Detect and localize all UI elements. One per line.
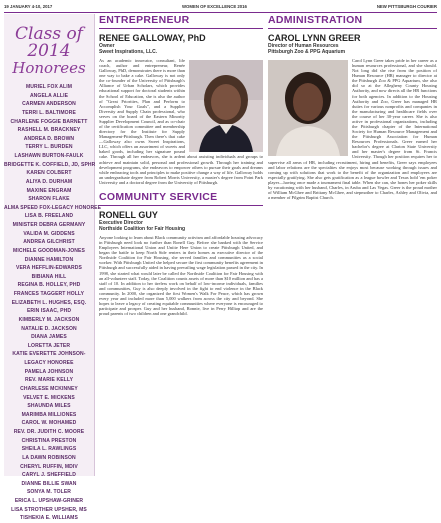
portrait-photo <box>268 60 348 156</box>
section-heading-administration: ADMINISTRATION <box>268 14 437 29</box>
honoree-name: RONELL GUY <box>99 209 158 220</box>
honoree-name: CAROL LYNN GREER <box>268 33 361 43</box>
honoree-name-item: TERRI L. BALTIMORE <box>22 109 76 116</box>
honoree-name-item: LORETTA JETER <box>27 342 71 349</box>
honoree-name-item: FRANCES TAGGERT HOLLY <box>13 291 85 297</box>
honoree-title: Owner <box>99 43 115 49</box>
honoree-name-item: CHERYL RUFFIN, MDIV <box>20 463 78 470</box>
honoree-name-item: LASHAWN BURTON-FAULK <box>14 153 84 159</box>
honoree-name-item: REGINA B. HOLLEY, PHD <box>17 282 81 289</box>
administration-column <box>268 14 437 200</box>
honoree-name-item: KAREN COLBERT <box>26 170 72 177</box>
header-publication: NEW PITTSBURGH COURIER <box>376 4 437 9</box>
honoree-name-item: CARMEN ANDERSON <box>22 101 76 108</box>
sidebar-subtitle: Honorees <box>12 59 86 77</box>
honoree-name-item: NATALIE D. JACKSON <box>21 325 77 332</box>
honoree-name-item: CARYL J. SHEFFIELD <box>22 472 76 479</box>
honoree-name-item: MICHELE GOODMAN-JONES <box>13 247 85 254</box>
honoree-name-item: TERRY L. BURDEN <box>25 144 73 151</box>
honoree-name-item: DIANNE BILLIE SWAN <box>21 480 77 487</box>
profile-body: Anyone looking to learn about Black community activism and affordable housing advocacy in Pittsburgh need look no further than Ronell Guy. Before she banked with the Service Employees International Union and Uniite Here Union to create Pittsburgh United, and began the battle to keep North Side renters in their homes as executive director of the Northside Coalition for Fair Housing, she served families and communities as a social worker. With Pittsburgh United she helped secure the first community benefits agreement in Pittsburgh and successfully aided in having prevailing wage legislation passed in the city. In 1998, she started what would later be called the Northside Coalition for Fair Housing with an all-volunteer staff. Today, the Coalition counts assets of more than $10 million and has a staff of 10. In addition to her tireless work on behalf of low-income individuals, families and communities, Guy is also deeply involved in the fight to end violence in the Black community. In 2000, she organized the first Women's Walk For Peace, which has grown every year and included more than 5,000 walkers from across the city and beyond. She hopes to leave a legacy of creating equitable communities where everyone is encouraged to participate and prosper. Guy and her husband, Ronnie, live in Perry Hilltop and are the proud parents of two children and one grandchild. <box>99 234 263 317</box>
header-date: 19 JANUARY 4-10, 2017 <box>4 4 53 9</box>
honoree-title: Director of Human Resources <box>268 43 339 49</box>
honoree-name-item: VELVET E. MICKENS <box>23 394 75 401</box>
honoree-name-item: LISA B. FREELAND <box>24 213 74 220</box>
honoree-organization: Northside Coalition for Fair Housing <box>99 225 186 232</box>
honorees-sidebar <box>4 14 102 522</box>
honoree-name-item: ERICA L. UPSHAW-GRINER <box>14 498 84 504</box>
honoree-list <box>4 83 102 523</box>
honoree-name-item: REV. MARIE KELLY <box>24 377 74 384</box>
honoree-title: Executive Director <box>99 219 143 226</box>
sidebar-title: Class of 2014 <box>15 24 83 61</box>
honoree-name-item: BRIDGETTE K. COFFIELD, JD, SPHR <box>4 161 96 168</box>
honoree-name-item: VERA HEFFLIN-EDWARDS <box>15 265 83 272</box>
honoree-name-item: MINISTER DEBRA GERMANY <box>12 222 86 228</box>
honoree-name-item: SHEILA L. RAWLINGS <box>21 446 77 453</box>
honoree-name-item: ANDREA GILCHRIST <box>23 239 75 246</box>
honoree-name-item: CHARLENE FOGGIE BARNETT <box>10 118 88 125</box>
honoree-name-item: MAXINE ENGRAM <box>26 187 72 194</box>
honoree-name-item: CHARLESE MCKINNEY <box>20 385 78 392</box>
honoree-name-item: BIBIANA HILL <box>31 273 67 280</box>
honoree-name-item: DIANNE HAMILTON <box>24 256 74 263</box>
honoree-name-item: ALIYA D. DURHAM <box>25 178 73 185</box>
header-section: WOMEN OF EXCELLENCE 2016 <box>182 4 247 9</box>
honoree-name-item: LA DAWN ROBINSON <box>22 454 76 461</box>
honoree-name-item: LEGACY HONOREE <box>24 360 74 366</box>
page-header <box>4 2 437 13</box>
honoree-name-item: CAROL W. MOHAMED <box>21 420 77 427</box>
honoree-name-item: CHRISTINA PRESTON <box>21 437 77 444</box>
honoree-name-item: KATIE EVERETTE JOHNSON- <box>12 351 86 358</box>
honoree-name-item: LISA STROTHER UPSHER, MS <box>11 506 87 513</box>
honoree-name-item: ELIZABETH L. HUGHES, ESQ. <box>11 299 87 306</box>
honoree-organization: Sweet Inspirations, LLC. <box>99 49 158 55</box>
honoree-name-item: PAMELA JOHNSON <box>24 368 74 375</box>
honoree-name-item: KIMBERLY M. JACKSON <box>18 316 80 323</box>
honoree-name-item: ANGELA ALLIE <box>29 92 69 99</box>
honoree-name-item: TISHEKIA E. WILLIAMS <box>20 515 78 522</box>
honoree-name-item: MARIMBA MILLIONES <box>21 411 77 418</box>
honoree-name-item: REV. DR. JUDITH C. MOORE <box>13 429 85 435</box>
honoree-name-item: ERIN ISAAC, PHD <box>26 308 72 315</box>
honoree-name-item: SHAUNDA MILES <box>27 403 71 410</box>
honoree-organization: Pittsburgh Zoo & PPG Aquarium <box>268 49 346 55</box>
honoree-name: RENEE GALLOWAY, PhD <box>99 33 206 43</box>
honoree-name-item: RASHELL M. BRACKNEY <box>17 127 81 134</box>
entrepreneur-column <box>99 14 263 316</box>
profile-body: As an academic innovator, consultant, life coach, author and entrepreneur, Renée Galloway, PhD, demonstrates there is more than one way to bake a cake. Galloway is not only the co-founder of the University of Pittsburgh's Alliance of Urban Scholars, which provides educational support for doctoral students within the School of Education, she is also the author of "Great Priorities, Plan and Perform to Accomplish Your Goals", and a Supplier Diversity and Supply Chain professional, who serves on the board of the Eastern Minority Supplier Development Council, and as co-chair of the certification committee and membership directory for the Institute for Supply Management-Pittsburgh. Then there's that cake—Galloway also owns Sweet Inspirations, LLC, which offers an assortment of sweets and baked goods, including her signature pound cake. Through all her endeavors, she is ardent about assisting individuals and groups to achieve and maintain solid, personal and professional growth. Through her training and development programs, she endeavors to empower others to pursue their goals and dreams while embracing tools and principles to make positive change a way of life. Galloway holds an undergraduate degree from Robert Morris University, a master's degree from Point Park University and a doctoral degree from the University of Pittsburgh. <box>99 58 263 185</box>
honoree-name-item: SONYA M. TOLER <box>26 489 72 496</box>
honoree-name-item: ANDREA D. BROWN <box>23 135 75 142</box>
honoree-name-item: DIANA JAMES <box>31 334 67 341</box>
honoree-name-item: ALMA SPEED FOX-LEGACY HONOREE <box>4 204 102 211</box>
honoree-name-item: SHARON FLAKE <box>28 196 70 203</box>
honoree-name-item: MURIEL FOX ALIM <box>25 84 73 90</box>
profile-body: Carol Lynn Greer takes pride in her career as a human resources professional, and she should. Not long did she rise from the position of Human Resource (HR) manager to director at the Pittsburgh Zoo & PPG Aquarium, she also did so at the Allegheny County Housing Authority, and now directs all the HR functions for both agencies. In addition to the Housing Authority and Zoo, Greer has managed HR duties for various nonprofits and companies in the manufacturing and healthcare fields over the course of her 30-year career. She is also active in professional organizations, including the Pittsburgh chapter of the International Society for Human Resource Management and the Pittsburgh Association for Human Resources Professionals. Greer earned her bachelor's degree at Clarion State University and her master's degree from St. Francis University. Though her position requires her to supervise all areas of HR, including recruitment, hiring and benefits, Greer says employees and labor relations are the specialties she enjoys most because working through issues and coming up with solutions that work to the benefit of the organization and employees are especially gratifying. She also gets gratification as a league bowler and Texas hold 'em poker player—having once made a tournament final table. When she can, she hones her poker skills by vacationing with her husband, Charles, in Aruba and Las Vegas. Greer is the proud mother of William McGhee and Brittany McGhee, and stepmother to Charles, Ashley and Olivia, and a member of Pilgrim Baptist Church. <box>268 58 437 201</box>
section-heading-entrepreneur: ENTREPRENEUR <box>99 14 263 29</box>
portrait-photo <box>189 60 263 152</box>
honoree-name-item: VALIDA M. GIDDENS <box>23 230 75 237</box>
section-heading-community: COMMUNITY SERVICE <box>99 191 263 206</box>
